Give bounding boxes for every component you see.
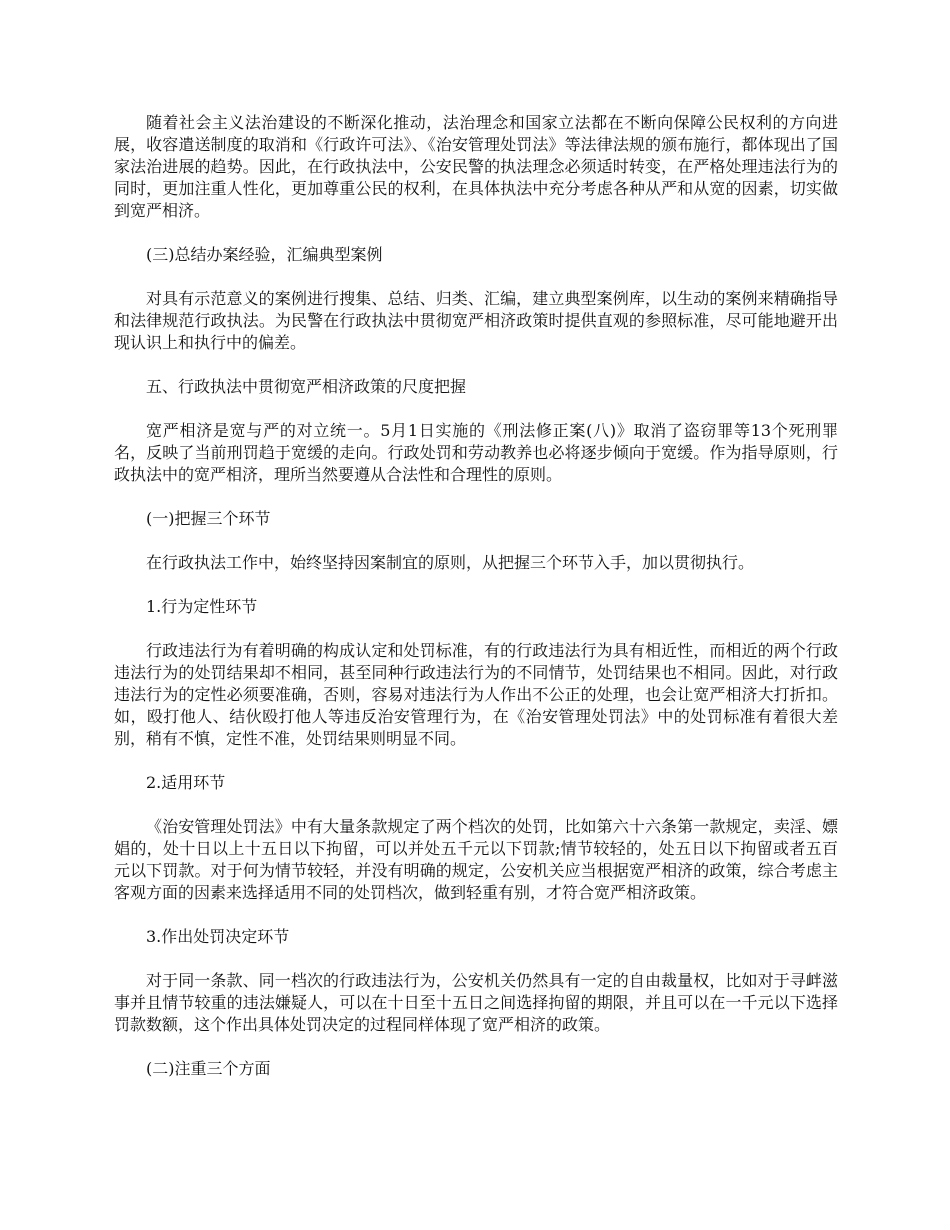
heading-summarize-cases: (三)总结办案经验，汇编典型案例 bbox=[146, 245, 383, 264]
heading-section-five: 五、行政执法中贯彻宽严相济政策的尺度把握 bbox=[146, 377, 467, 396]
heading-three-links: (一)把握三个环节 bbox=[146, 509, 271, 528]
paragraph-rule-of-law-trend: 随着社会主义法治建设的不断深化推动，法治理念和国家立法都在不断向保障公民权利的方向进展，收容遣送制度的取消和《行政许可法》、《治安管理处罚法》等法律法规的颁布施行，都体现出了国家法治进展的趋势。因此，在行政执法中，公安民警的执法理念必须适时转变，在严格处理违法行为的同时，更加注重人性化，更加尊重公民的权利，在具体执法中充分考虑各种从严和从宽的因素，切实做到宽严相济。 bbox=[114, 113, 838, 220]
heading-application-link: 2.适用环节 bbox=[146, 773, 226, 792]
heading-three-aspects: (二)注重三个方面 bbox=[146, 1059, 271, 1078]
paragraph-unity-of-leniency-severity: 宽严相济是宽与严的对立统一。5月1日实施的《刑法修正案(八)》取消了盗窃罪等13个死刑罪名，反映了当前刑罚趋于宽缓的走向。行政处罚和劳动教养也必将逐步倾向于宽缓。作为指导原则，行政执法中的宽严相济，理所当然要遵从合法性和合理性的原则。 bbox=[114, 421, 838, 484]
paragraph-decision-detail: 对于同一条款、同一档次的行政违法行为，公安机关仍然具有一定的自由裁量权，比如对于寻衅滋事并且情节较重的违法嫌疑人，可以在十日至十五日之间选择拘留的期限，并且可以在一千元以下选择罚款数额，这个作出具体处罚决定的过程同样体现了宽严相济的政策。 bbox=[114, 971, 838, 1034]
paragraph-case-appropriate-principle: 在行政执法工作中，始终坚持因案制宜的原则，从把握三个环节入手，加以贯彻执行。 bbox=[146, 553, 755, 572]
paragraph-application-detail: 《治安管理处罚法》中有大量条款规定了两个档次的处罚，比如第六十六条第一款规定，卖淫、嫖娼的，处十日以上十五日以下拘留，可以并处五千元以下罚款;情节较轻的，处五日以下拘留或者五百元以下罚款。对于何为情节较轻，并没有明确的规定，公安机关应当根据宽严相济的政策，综合考虑主客观方面的因素来选择适用不同的处罚档次，做到轻重有别，才符合宽严相济政策。 bbox=[114, 817, 838, 902]
heading-characterization-link: 1.行为定性环节 bbox=[146, 597, 258, 616]
paragraph-typical-case-library: 对具有示范意义的案例进行搜集、总结、归类、汇编，建立典型案例库，以生动的案例来精确指导和法律规范行政执法。为民警在行政执法中贯彻宽严相济政策时提供直观的参照标准，尽可能地避开出现认识上和执行中的偏差。 bbox=[114, 289, 838, 352]
document-page bbox=[114, 112, 838, 1102]
paragraph-characterization-detail: 行政违法行为有着明确的构成认定和处罚标准，有的行政违法行为具有相近性，而相近的两个行政违法行为的处罚结果却不相同，甚至同种行政违法行为的不同情节，处罚结果也不相同。因此，对行政违法行为的定性必须要准确，否则，容易对违法行为人作出不公正的处理，也会让宽严相济大打折扣。如，殴打他人、结伙殴打他人等违反治安管理行为，在《治安管理处罚法》中的处罚标准有着很大差别，稍有不慎，定性不准，处罚结果则明显不同。 bbox=[114, 641, 838, 748]
heading-decision-link: 3.作出处罚决定环节 bbox=[146, 927, 290, 946]
